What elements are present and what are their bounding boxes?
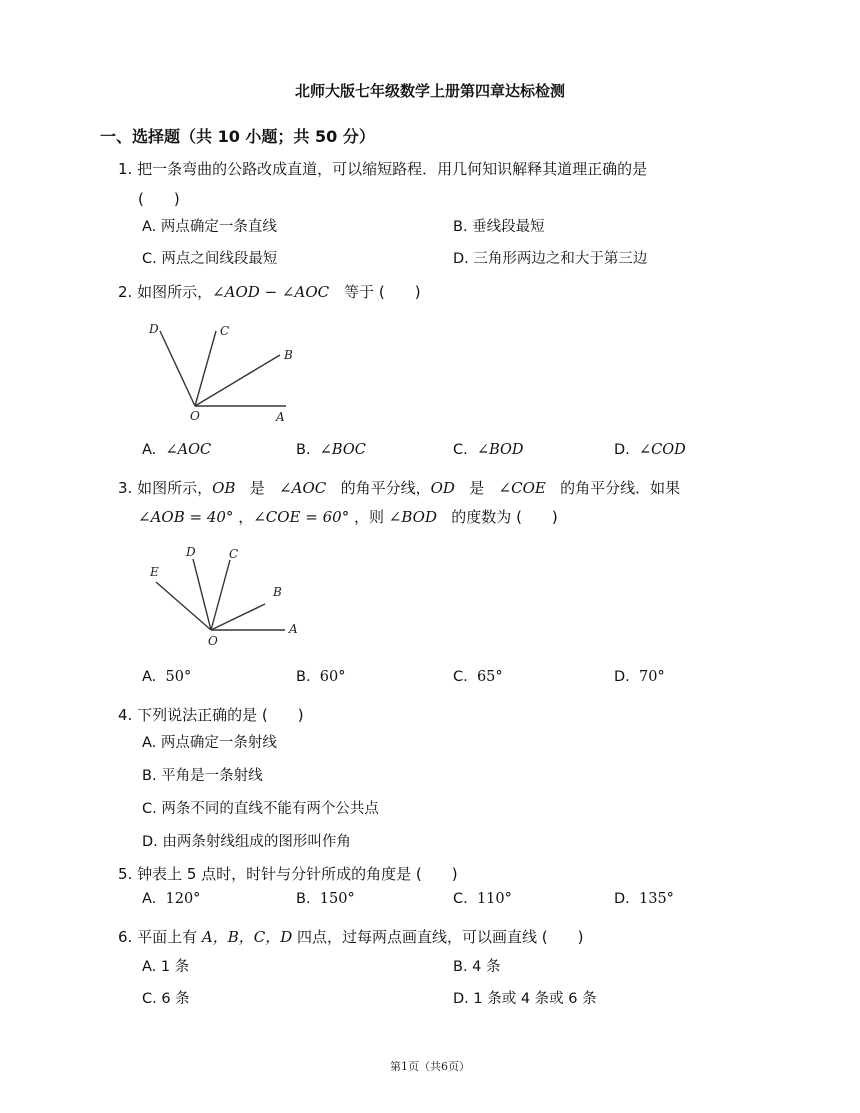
question-2-stem — [118, 281, 421, 302]
option-letter: A. — [142, 891, 157, 907]
option-value: 65° — [476, 669, 503, 685]
option-value: ∠BOD — [476, 442, 524, 458]
option-letter: B. — [296, 442, 311, 458]
question-2-option-b — [296, 442, 366, 458]
option-letter: D. — [614, 669, 630, 685]
question-1-blank: ( ) — [138, 190, 180, 208]
option-value: 50° — [165, 669, 192, 685]
stem-text: 的角平分线， — [340, 479, 431, 497]
label-b: B — [284, 348, 293, 362]
option-letter: C. — [453, 669, 468, 685]
ray-od — [193, 559, 211, 630]
question-2-stem-prefix: 2. 如图所示， — [118, 283, 213, 301]
question-5-stem: 5. 钟表上 5 点时，时针与分针所成的角度是 ( ) — [118, 865, 458, 883]
stem-text: 3. 如图所示， — [118, 479, 213, 497]
question-3-stem-line-2 — [138, 506, 558, 527]
angle-coe-ref: ∠COE — [498, 479, 546, 497]
stem-text: 的角平分线．如果 — [560, 479, 681, 497]
question-1-option-d: D. 三角形两边之和大于第三边 — [453, 251, 648, 267]
option-letter: B. — [296, 891, 311, 907]
label-o: O — [190, 409, 200, 423]
label-d: D — [149, 322, 159, 336]
question-1-option-b: B. 垂线段最短 — [453, 219, 545, 235]
stem-text: ， — [238, 508, 254, 526]
option-value: 70° — [639, 669, 665, 685]
label-c: C — [229, 547, 239, 561]
question-2-option-a — [142, 442, 211, 458]
question-2-option-d — [614, 442, 686, 458]
question-3-option-a — [142, 669, 191, 685]
ray-oe — [156, 582, 211, 630]
angle-aob-value: ∠AOB = 40° — [138, 508, 234, 526]
stem-text: 是 — [249, 479, 265, 497]
question-1-option-c: C. 两点之间线段最短 — [142, 251, 278, 267]
ray-od-ref: OD — [430, 479, 455, 497]
stem-text: 6. 平面上有 — [118, 928, 198, 946]
label-e: E — [150, 565, 159, 579]
question-5-option-d — [614, 891, 674, 907]
option-letter: C. — [453, 442, 468, 458]
label-b: B — [273, 585, 282, 599]
label-a: A — [289, 622, 298, 636]
option-letter: B. — [296, 669, 311, 685]
option-letter: D. — [614, 891, 630, 907]
stem-text: ，则 — [353, 508, 384, 526]
option-letter: D. — [614, 442, 630, 458]
question-6-stem — [118, 926, 584, 947]
page-footer: 第1页（共6页） — [390, 1060, 470, 1073]
label-o: O — [208, 634, 218, 648]
angle-coe-value: ∠COE = 60° — [253, 508, 350, 526]
question-2-stem-suffix: 等于 ( ) — [329, 283, 421, 301]
question-4-option-b: B. 平角是一条射线 — [142, 768, 263, 784]
ray-ob — [211, 604, 265, 630]
question-6-option-d: D. 1 条或 4 条或 6 条 — [453, 991, 597, 1007]
ray-od — [160, 331, 195, 406]
question-5-option-c — [453, 891, 512, 907]
question-6-option-a: A. 1 条 — [142, 959, 190, 975]
option-value: ∠AOC — [165, 442, 212, 458]
option-value: 135° — [639, 891, 674, 907]
angle-aoc-ref: ∠AOC — [279, 479, 327, 497]
section-heading: 一、选择题（共 10 小题；共 50 分） — [100, 127, 375, 146]
question-4-option-c: C. 两条不同的直线不能有两个公共点 — [142, 801, 379, 817]
option-value: 110° — [476, 891, 512, 907]
label-d: D — [186, 545, 196, 559]
question-3-stem-line-1 — [118, 477, 680, 498]
option-value: 120° — [165, 891, 201, 907]
option-value: ∠BOC — [319, 442, 366, 458]
question-1-option-a: A. 两点确定一条直线 — [142, 219, 277, 235]
page-title: 北师大版七年级数学上册第四章达标检测 — [294, 82, 565, 100]
question-5-option-a — [142, 891, 200, 907]
option-letter: C. — [453, 891, 468, 907]
option-value: 150° — [319, 891, 355, 907]
label-a: A — [276, 410, 285, 424]
question-3-option-c — [453, 669, 503, 685]
stem-text: 四点，过每两点画直线，可以画直线 ( ) — [297, 928, 584, 946]
option-letter: A. — [142, 669, 157, 685]
option-value: ∠COD — [639, 442, 686, 458]
ray-ob-ref: OB — [212, 479, 236, 497]
question-2-expression: ∠AOD − ∠AOC — [212, 283, 330, 301]
question-4-option-a: A. 两点确定一条射线 — [142, 735, 277, 751]
question-4-stem: 4. 下列说法正确的是 ( ) — [118, 706, 304, 724]
question-3-option-b — [296, 669, 345, 685]
points-list: A，B，C，D — [201, 928, 293, 946]
ray-oc — [211, 560, 230, 630]
option-letter: A. — [142, 442, 157, 458]
question-3-figure — [140, 540, 310, 652]
question-4-option-d: D. 由两条射线组成的图形叫作角 — [142, 834, 351, 850]
stem-text: 是 — [469, 479, 485, 497]
angle-bod-ref: ∠BOD — [388, 508, 437, 526]
label-c: C — [220, 324, 230, 338]
question-5-option-b — [296, 891, 355, 907]
question-6-option-c: C. 6 条 — [142, 991, 190, 1007]
option-value: 60° — [319, 669, 346, 685]
question-2-option-c — [453, 442, 524, 458]
question-6-option-b: B. 4 条 — [453, 959, 501, 975]
question-2-figure — [140, 315, 300, 425]
stem-text: 的度数为 ( ) — [451, 508, 558, 526]
question-3-option-d — [614, 669, 665, 685]
question-1-stem: 1. 把一条弯曲的公路改成直道，可以缩短路程．用几何知识解释其道理正确的是 — [118, 160, 648, 178]
